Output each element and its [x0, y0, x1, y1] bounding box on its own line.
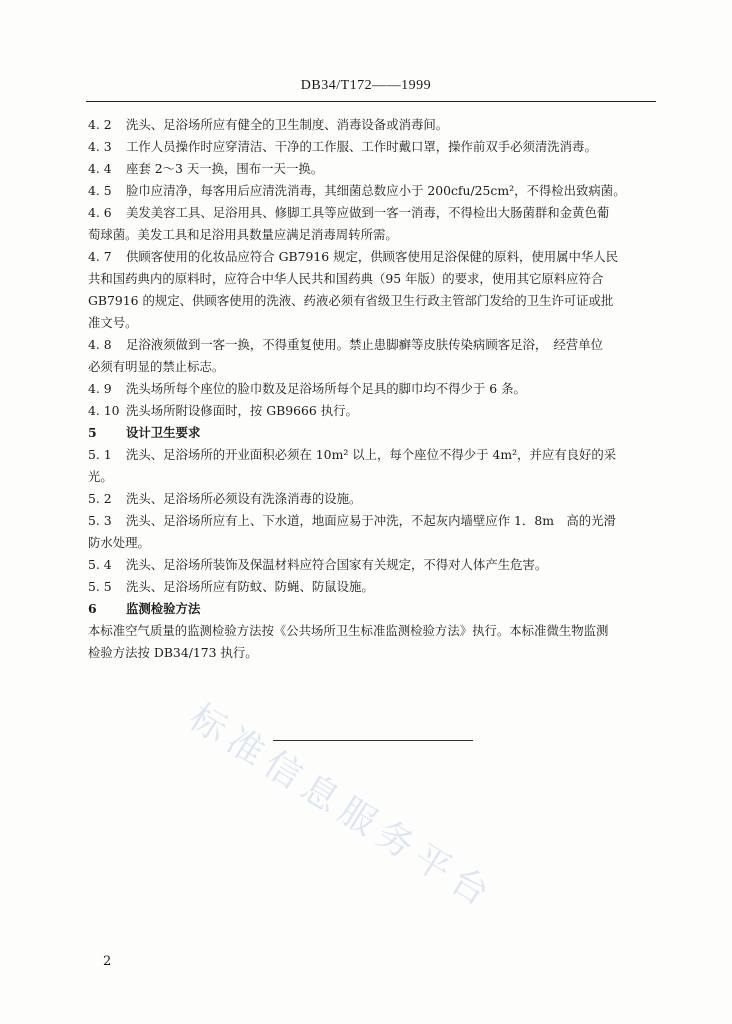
clause-text: 工作人员操作时应穿清洁、干净的工作服、工作时戴口罩，操作前双手必须清洗消毒。 — [126, 139, 597, 154]
clause-number: 4. 6 — [88, 205, 112, 220]
clause-number: 4. 8 — [88, 337, 112, 352]
clause-line — [88, 334, 654, 356]
document-body — [88, 114, 654, 664]
clause-continuation — [88, 466, 654, 488]
clause-number: 4. 4 — [88, 161, 112, 176]
clause-text: 光。 — [88, 469, 113, 484]
clause-continuation — [88, 532, 654, 554]
clause-continuation — [88, 268, 654, 290]
clause-line — [88, 554, 654, 576]
watermark-text: 标准信息服务平台 — [182, 696, 503, 919]
end-rule — [273, 740, 473, 741]
clause-line — [88, 158, 654, 180]
clause-number: 5. 4 — [88, 557, 112, 572]
section-heading: 设计卫生要求 — [126, 425, 201, 440]
header-rule — [86, 101, 656, 102]
clause-line — [88, 114, 654, 136]
clause-text: 检验方法按 DB34/173 执行。 — [88, 645, 258, 660]
clause-text: 洗头、足浴场所必须设有洗涤消毒的设施。 — [126, 491, 362, 506]
clause-text: 洗头、足浴场所应有上、下水道，地面应易于冲洗，不起灰内墙壁应作 1．8m 高的光滑 — [126, 513, 616, 528]
clause-line — [88, 400, 654, 422]
clause-number: 4. 3 — [88, 139, 112, 154]
clause-line — [88, 488, 654, 510]
clause-text: 洗头、足浴场所装饰及保温材料应符合国家有关规定，不得对人体产生危害。 — [126, 557, 548, 572]
clause-text: 共和国药典内的原料时，应符合中华人民共和国药典（95 年版）的要求，使用其它原料应符合 — [88, 271, 604, 286]
clause-text: 洗头、足浴场所的开业面积必须在 10m² 以上，每个座位不得少于 4m²，并应有良好的采 — [126, 447, 617, 462]
clause-line — [88, 444, 654, 466]
clause-text: 洗头场所附设修面时，按 GB9666 执行。 — [126, 403, 358, 418]
page-number: 2 — [103, 954, 112, 969]
clause-text: GB7916 的规定、供顾客使用的洗液、药液必须有省级卫生行政主管部门发给的卫生许可证或批 — [88, 293, 614, 308]
clause-text: 防水处理。 — [88, 535, 150, 550]
clause-number: 4. 7 — [88, 249, 112, 264]
clause-continuation — [88, 224, 654, 246]
clause-line — [88, 576, 654, 598]
clause-text: 洗头场所每个座位的脸巾数及足浴场所每个足具的脚巾均不得少于 6 条。 — [126, 381, 526, 396]
clause-line — [88, 510, 654, 532]
clause-number: 4. 10 — [88, 403, 120, 418]
clause-number: 4. 2 — [88, 117, 112, 132]
clause-number: 5. 3 — [88, 513, 112, 528]
clause-line — [88, 246, 654, 268]
clause-text: 准文号。 — [88, 315, 138, 330]
clause-number: 5. 2 — [88, 491, 112, 506]
clause-text: 本标准空气质量的监测检验方法按《公共场所卫生标准监测检验方法》执行。本标准微生物监测 — [88, 623, 609, 638]
clause-text: 美发美容工具、足浴用具、修脚工具等应做到一客一消毒，不得检出大肠菌群和金黄色葡 — [126, 205, 610, 220]
clause-line — [88, 202, 654, 224]
clause-text: 洗头、足浴场所应有健全的卫生制度、消毒设备或消毒间。 — [126, 117, 449, 132]
clause-line — [88, 422, 654, 444]
clause-continuation — [88, 312, 654, 334]
clause-number: 5. 5 — [88, 579, 112, 594]
clause-text: 脸巾应清净，每客用后应清洗消毒，其细菌总数应小于 200cfu/25cm²，不得检出致病菌。 — [126, 183, 626, 198]
section-heading: 监测检验方法 — [126, 601, 201, 616]
clause-text: 供顾客使用的化妆品应符合 GB7916 规定，供顾客使用足浴保健的原料，使用属中华人民 — [126, 249, 619, 264]
clause-number: 6 — [88, 601, 97, 616]
clause-number: 5. 1 — [88, 447, 112, 462]
clause-number: 4. 9 — [88, 381, 112, 396]
clause-text: 萄球菌。美发工具和足浴用具数量应满足消毒周转所需。 — [88, 227, 398, 242]
clause-number: 4. 5 — [88, 183, 112, 198]
clause-continuation — [88, 356, 654, 378]
clause-text: 必须有明显的禁止标志。 — [88, 359, 225, 374]
clause-text: 洗头、足浴场所应有防蚊、防蝇、防鼠设施。 — [126, 579, 374, 594]
clause-text: 座套 2～3 天一换，围布一天一换。 — [126, 161, 324, 176]
clause-line — [88, 180, 654, 202]
clause-continuation — [88, 290, 654, 312]
clause-number: 5 — [88, 425, 97, 440]
clause-line — [88, 378, 654, 400]
document-code: DB34/T172——1999 — [300, 78, 432, 93]
clause-line — [88, 598, 654, 620]
clause-text: 足浴液须做到一客一换，不得重复使用。禁止患脚癣等皮肤传染病顾客足浴， 经营单位 — [126, 337, 604, 352]
clause-continuation — [88, 642, 654, 664]
clause-line — [88, 620, 654, 642]
clause-line — [88, 136, 654, 158]
